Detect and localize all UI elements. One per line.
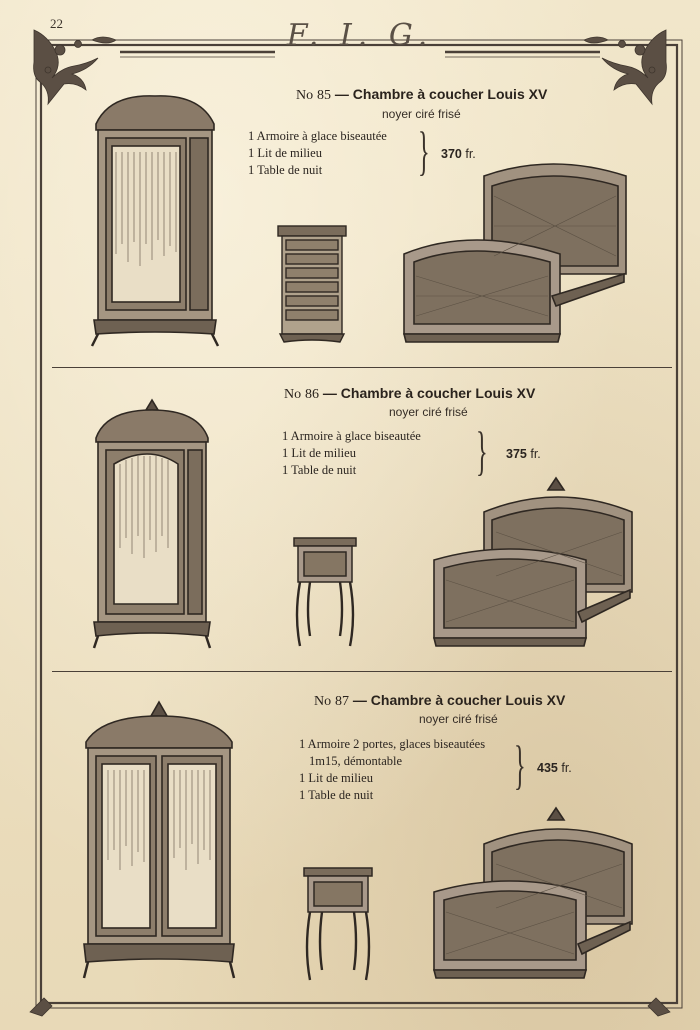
entry-title: No 86 — Chambre à coucher Louis XV [284, 385, 536, 402]
entry-subtitle: noyer ciré frisé [382, 107, 461, 121]
entry-items [282, 428, 421, 479]
item-line: 1 Lit de milieu [299, 771, 373, 785]
item-line: 1 Lit de milieu [248, 146, 322, 160]
section-divider [52, 367, 672, 368]
nightstand-illustration [292, 536, 358, 650]
section-divider [52, 671, 672, 672]
item-line: 1 Table de nuit [282, 463, 357, 477]
page-number: 22 [50, 16, 63, 31]
item-line: 1m15, démontable [309, 754, 403, 768]
grouping-brace: } [476, 421, 488, 481]
entry-price: 375 fr. [506, 447, 541, 461]
armoire-illustration [90, 94, 220, 352]
entry-items [248, 128, 387, 179]
item-line: 1 Armoire à glace biseautée [248, 129, 387, 143]
item-line: 1 Table de nuit [299, 788, 374, 802]
entry-subtitle: noyer ciré frisé [419, 712, 498, 726]
entry-title: No 87 — Chambre à coucher Louis XV [314, 692, 566, 709]
armoire-illustration [82, 700, 236, 982]
entry-subtitle: noyer ciré frisé [389, 405, 468, 419]
grouping-brace: } [514, 735, 526, 795]
item-line: 1 Table de nuit [248, 163, 323, 177]
entry-title: No 85 — Chambre à coucher Louis XV [296, 86, 548, 103]
entry-price: 435 fr. [537, 761, 572, 775]
item-line: 1 Lit de milieu [282, 446, 356, 460]
item-line: 1 Armoire 2 portes, glaces biseautées [299, 737, 486, 751]
grouping-brace: } [418, 121, 430, 181]
bed-illustration [432, 806, 638, 986]
entry-items [299, 736, 485, 804]
entry-price: 370 fr. [441, 147, 476, 161]
monogram-title: F. I. G. [286, 18, 434, 53]
item-line: 1 Armoire à glace biseautée [282, 429, 421, 443]
nightstand-illustration [302, 866, 374, 984]
nightstand-illustration [276, 224, 348, 348]
bed-illustration [432, 476, 638, 652]
bed-illustration [402, 156, 632, 348]
armoire-illustration [92, 398, 212, 650]
